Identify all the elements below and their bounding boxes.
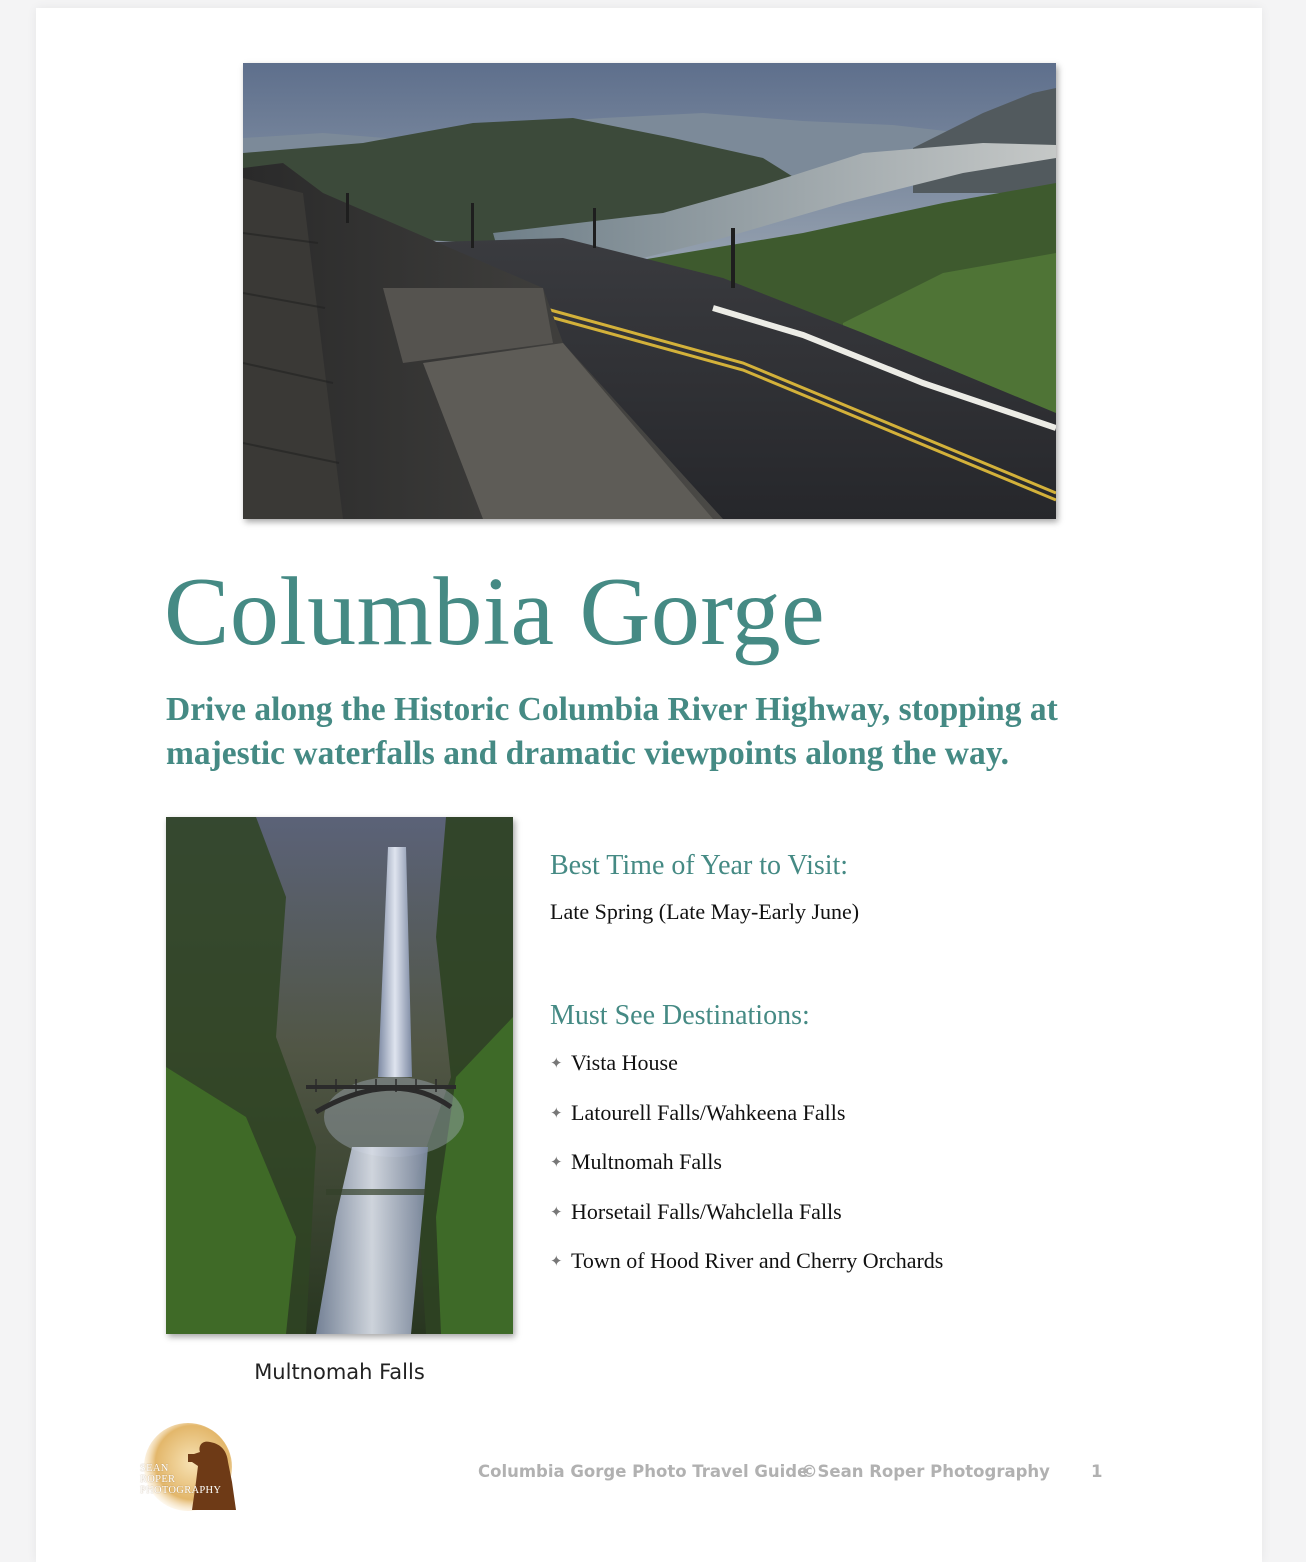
destination-label: Town of Hood River and Cherry Orchards [571,1248,944,1273]
waterfall-photo [166,817,513,1334]
page-title: Columbia Gorge [164,558,826,666]
destination-label: Latourell Falls/Wahkeena Falls [571,1099,846,1125]
info-column [550,846,1190,1296]
destinations-heading: Must See Destinations: [550,1000,810,1031]
photo-caption: Multnomah Falls [254,1360,425,1384]
star-bullet-icon: ✦ [550,1252,563,1270]
star-bullet-icon: ✦ [550,1202,563,1221]
best-time-heading: Best Time of Year to Visit: [550,850,849,881]
destinations-list [550,1048,1190,1296]
list-item [550,1246,1190,1296]
footer-copyright: ©Sean Roper Photography [801,1462,1050,1481]
footer-guide-title: Columbia Gorge Photo Travel Guide [478,1462,809,1481]
list-item [550,1098,1190,1148]
page-number: 1 [1091,1462,1103,1481]
star-bullet-icon: ✦ [550,1153,563,1171]
document-page [36,8,1262,1562]
list-item [550,1197,1190,1247]
destination-label: Vista House [571,1050,678,1075]
hero-photo [243,63,1056,519]
list-item [550,1048,1190,1098]
destination-label: Multnomah Falls [571,1149,722,1174]
page-subtitle: Drive along the Historic Columbia River Highway, stopping at majestic waterfalls and dramatic viewpoints along the way. [166,691,1058,772]
list-item [550,1147,1190,1197]
destination-label: Horsetail Falls/Wahclella Falls [571,1198,842,1224]
star-bullet-icon: ✦ [550,1103,563,1122]
best-time-text: Late Spring (Late May-Early June) [550,899,860,924]
logo-text: SEAN ROPER PHOTOGRAPHY [140,1463,222,1496]
star-bullet-icon: ✦ [550,1054,563,1072]
